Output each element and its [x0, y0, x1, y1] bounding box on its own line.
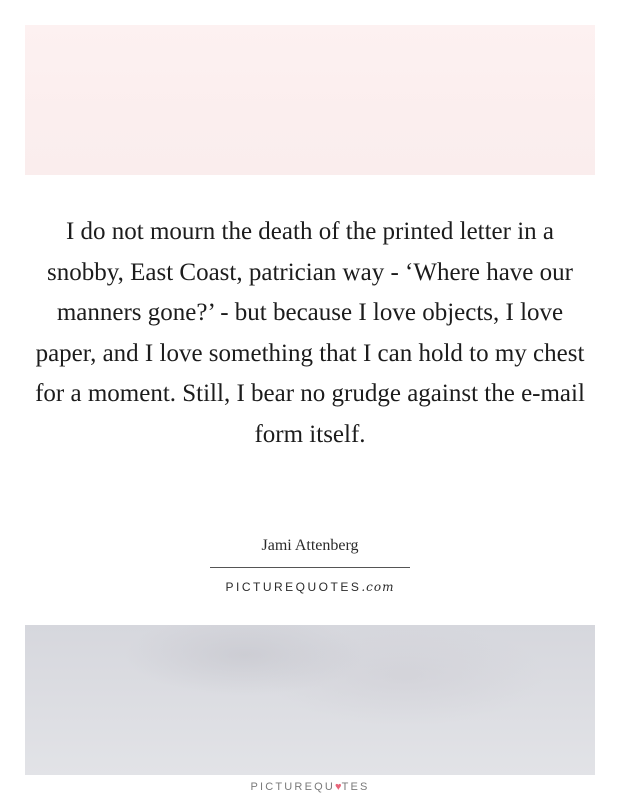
site-brand[interactable] [110, 580, 510, 594]
quote-text: I do not mourn the death of the printed letter in a snobby, East Coast, patrician way - ‘Where have our manners gone?’ - but because I love objects, I love paper, and I love something that I can hold to my chest for a moment. Still, I bear no grudge against the e-mail form itself. [35, 218, 585, 448]
top-image-banner [25, 25, 595, 175]
watermark-text-start: PICTUREQU [250, 781, 336, 793]
heart-icon: ♥ [335, 781, 342, 793]
brand-tld: .com [361, 580, 395, 594]
watermark [110, 781, 510, 793]
brand-name: PICTUREQUOTES [225, 580, 362, 594]
quote-author[interactable]: Jami Attenberg [261, 537, 359, 554]
divider [210, 567, 410, 568]
watermark-text-end: TES [341, 781, 370, 793]
bottom-image-banner [25, 625, 595, 775]
